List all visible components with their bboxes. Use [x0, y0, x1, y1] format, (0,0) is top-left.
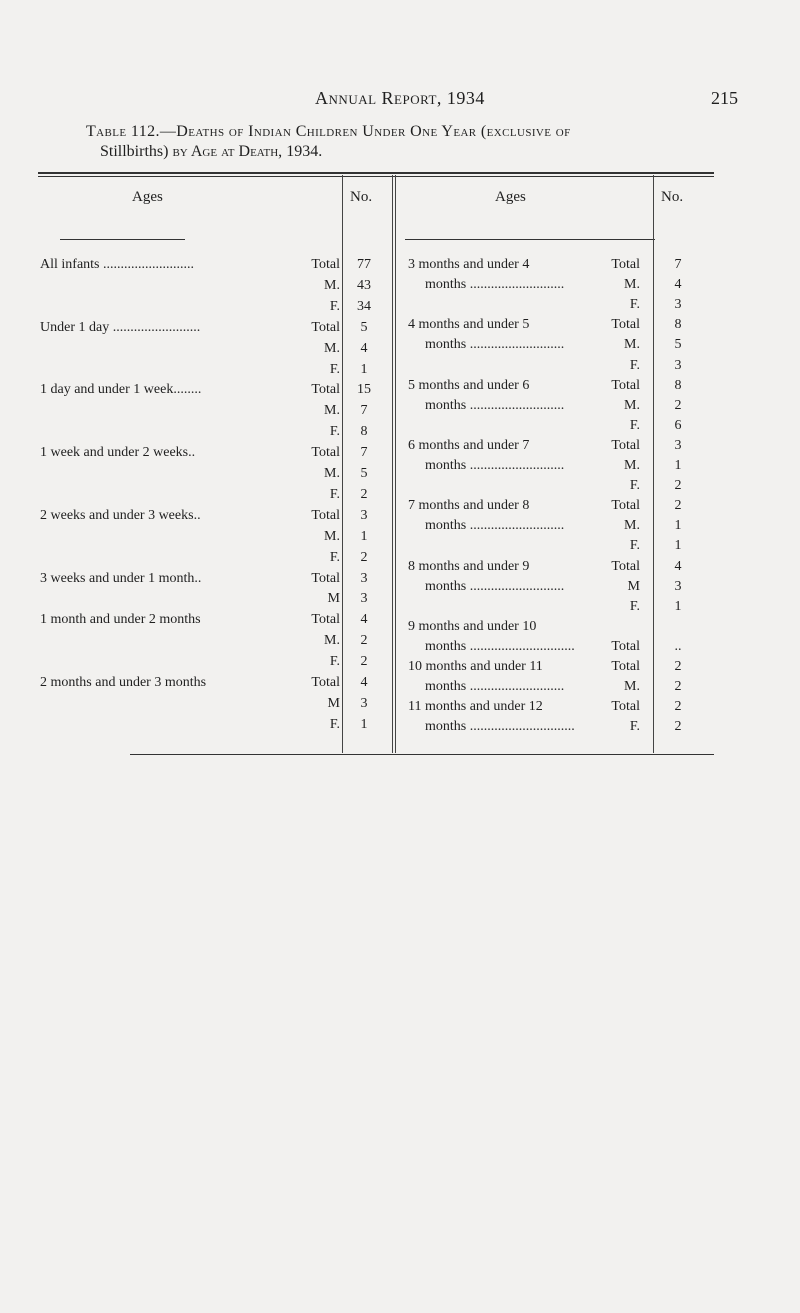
right-row-sex: F.: [629, 478, 640, 494]
right-row-label: 3 months and under 4: [408, 257, 530, 272]
right-row-label: months ...........................: [425, 679, 565, 695]
left-row-label: 3 weeks and under 1 month..: [40, 570, 202, 586]
left-row-sex: Total: [311, 675, 340, 690]
right-row-sex: Total: [611, 638, 640, 654]
left-row-number: 5: [360, 319, 368, 335]
left-row-number: 3: [360, 507, 368, 523]
right-row-sex: Total: [611, 317, 640, 333]
right-row-sex: F.: [629, 297, 640, 313]
right-row-label: months ...........................: [425, 578, 565, 594]
right-row-label: 9 months and under 10: [408, 618, 537, 634]
left-row-label: Under 1 day .........................: [40, 319, 201, 335]
right-row-label: months ...........................: [425, 277, 565, 293]
right-row-sex: Total: [611, 659, 640, 674]
right-row-sex: M.: [624, 397, 640, 413]
header-ages-right: Ages: [495, 189, 526, 205]
col-divider-1: [342, 175, 343, 753]
left-row-sex: M.: [324, 340, 340, 356]
left-row-number: 3: [360, 695, 368, 711]
right-row-label: months ..............................: [425, 719, 575, 735]
left-row-sex: F.: [329, 361, 340, 377]
left-row-label: 2 months and under 3 months: [40, 675, 207, 690]
right-row-number: 2: [674, 498, 682, 514]
left-row-number: 2: [360, 486, 368, 502]
left-row-number: 1: [360, 361, 368, 377]
right-row-label: 10 months and under 11: [408, 659, 543, 674]
right-row-sex: F.: [629, 719, 640, 735]
left-row-number: 4: [360, 340, 368, 356]
right-row-number: 2: [674, 397, 682, 413]
left-row-number: 2: [360, 633, 368, 649]
header-ages-left: Ages: [132, 189, 163, 205]
right-row-number: 6: [674, 417, 682, 433]
right-row-number: 3: [674, 578, 682, 594]
right-row-sex: F.: [629, 417, 640, 433]
left-row-sex: F.: [329, 716, 340, 732]
right-row-sex: F.: [629, 598, 640, 614]
right-row-number: 3: [674, 297, 682, 313]
left-row-sex: F.: [329, 424, 340, 440]
header-rule-left: [60, 239, 185, 240]
left-row-sex: Total: [311, 570, 340, 586]
right-row-number: 2: [674, 679, 682, 695]
col-divider-3: [653, 175, 654, 753]
right-row-sex: Total: [611, 558, 640, 574]
right-row-number: 2: [674, 659, 682, 674]
header-no-right: No.: [661, 189, 684, 205]
right-row-number: 2: [674, 478, 682, 494]
right-row-sex: F.: [629, 357, 640, 373]
right-row-number: 2: [674, 719, 682, 735]
running-head: Annual Report, 1934: [315, 88, 485, 108]
right-row-sex: Total: [611, 498, 640, 514]
right-row-number: ..: [674, 638, 682, 654]
left-row-number: 4: [360, 612, 368, 628]
bottom-rule: [130, 754, 714, 755]
left-row-sex: F.: [329, 549, 340, 565]
right-row-number: 7: [674, 257, 682, 272]
left-row-sex: M.: [324, 528, 340, 544]
left-row-sex: F.: [329, 298, 340, 314]
right-row-sex: M.: [624, 458, 640, 473]
right-row-number: 5: [674, 337, 682, 353]
left-row-label: 1 week and under 2 weeks..: [40, 445, 196, 461]
right-row-sex: Total: [611, 699, 640, 715]
left-row-number: 4: [360, 675, 368, 690]
right-row-label: months ...........................: [425, 337, 565, 353]
title-part-a: Stillbirths): [100, 143, 169, 160]
right-row-number: 2: [674, 699, 682, 715]
right-row-sex: M.: [624, 679, 640, 695]
left-row-label: All infants ..........................: [40, 257, 194, 272]
right-row-sex: F.: [629, 538, 640, 554]
left-row-label: 2 weeks and under 3 weeks..: [40, 507, 201, 523]
right-row-label: 6 months and under 7: [408, 437, 530, 453]
left-row-sex: M.: [324, 403, 340, 419]
right-row-label: 5 months and under 6: [408, 377, 530, 393]
right-row-sex: Total: [611, 257, 640, 272]
right-row-number: 3: [674, 357, 682, 373]
left-row-sex: M.: [324, 466, 340, 481]
left-row-number: 1: [360, 528, 368, 544]
col-divider-2: [392, 175, 393, 753]
left-row-number: 2: [360, 654, 368, 670]
header-rule-right: [405, 239, 655, 240]
right-row-number: 3: [674, 437, 682, 453]
left-row-number: 7: [360, 445, 368, 461]
top-rule: [38, 172, 714, 174]
right-row-sex: M.: [624, 277, 640, 293]
left-row-number: 3: [360, 570, 368, 586]
table-title-line-2: [100, 143, 322, 161]
right-row-sex: Total: [611, 377, 640, 393]
col-divider-2b: [395, 175, 396, 753]
left-row-number: 8: [360, 424, 368, 440]
right-row-number: 4: [674, 277, 682, 293]
right-row-label: 11 months and under 12: [408, 699, 543, 715]
right-row-number: 8: [674, 377, 682, 393]
left-row-sex: M.: [324, 277, 340, 293]
right-row-number: 1: [674, 598, 682, 614]
right-row-number: 1: [674, 518, 682, 534]
left-row-sex: F.: [329, 654, 340, 670]
left-row-sex: Total: [311, 612, 340, 628]
title-part-c: 1934.: [286, 143, 323, 160]
right-row-label: months ...........................: [425, 458, 565, 473]
right-row-number: 1: [674, 538, 682, 554]
left-row-number: 43: [357, 277, 371, 293]
right-row-label: months ...........................: [425, 397, 565, 413]
left-row-number: 15: [357, 382, 371, 398]
left-row-number: 1: [360, 716, 368, 732]
left-row-number: 5: [360, 466, 368, 481]
left-row-sex: Total: [311, 382, 340, 398]
header-no-left: No.: [350, 189, 373, 205]
left-row-number: 34: [357, 298, 371, 314]
left-row-sex: Total: [311, 507, 340, 523]
table-title-line-1: Table 112.—Deaths of Indian Children Under One Year (exclusive of: [86, 123, 571, 140]
right-row-label: 4 months and under 5: [408, 317, 530, 333]
page-number: 215: [711, 88, 738, 108]
left-row-sex: Total: [311, 445, 340, 461]
left-row-sex: Total: [311, 257, 340, 272]
right-row-sex: M.: [624, 337, 640, 353]
right-row-number: 4: [674, 558, 682, 574]
left-row-number: 2: [360, 549, 368, 565]
left-row-sex: M: [327, 695, 340, 711]
right-row-label: 7 months and under 8: [408, 498, 530, 514]
left-row-number: 7: [360, 403, 368, 419]
left-row-sex: F.: [329, 486, 340, 502]
left-row-label: 1 month and under 2 months: [40, 612, 201, 628]
right-row-sex: Total: [611, 437, 640, 453]
right-row-label: months ...........................: [425, 518, 565, 534]
right-row-number: 8: [674, 317, 682, 333]
left-row-sex: Total: [311, 319, 340, 335]
right-row-number: 1: [674, 458, 682, 473]
right-row-label: months ..............................: [425, 638, 575, 654]
left-row-sex: M.: [324, 633, 340, 649]
left-row-label: 1 day and under 1 week........: [40, 382, 202, 398]
left-row-number: 3: [360, 591, 368, 607]
title-part-b: by Age at Death,: [172, 143, 283, 160]
top-rule-thin: [38, 176, 714, 177]
left-row-number: 77: [357, 257, 371, 272]
right-row-label: 8 months and under 9: [408, 558, 530, 574]
right-row-sex: M.: [624, 518, 640, 534]
right-row-sex: M: [627, 578, 640, 594]
left-row-sex: M: [327, 591, 340, 607]
